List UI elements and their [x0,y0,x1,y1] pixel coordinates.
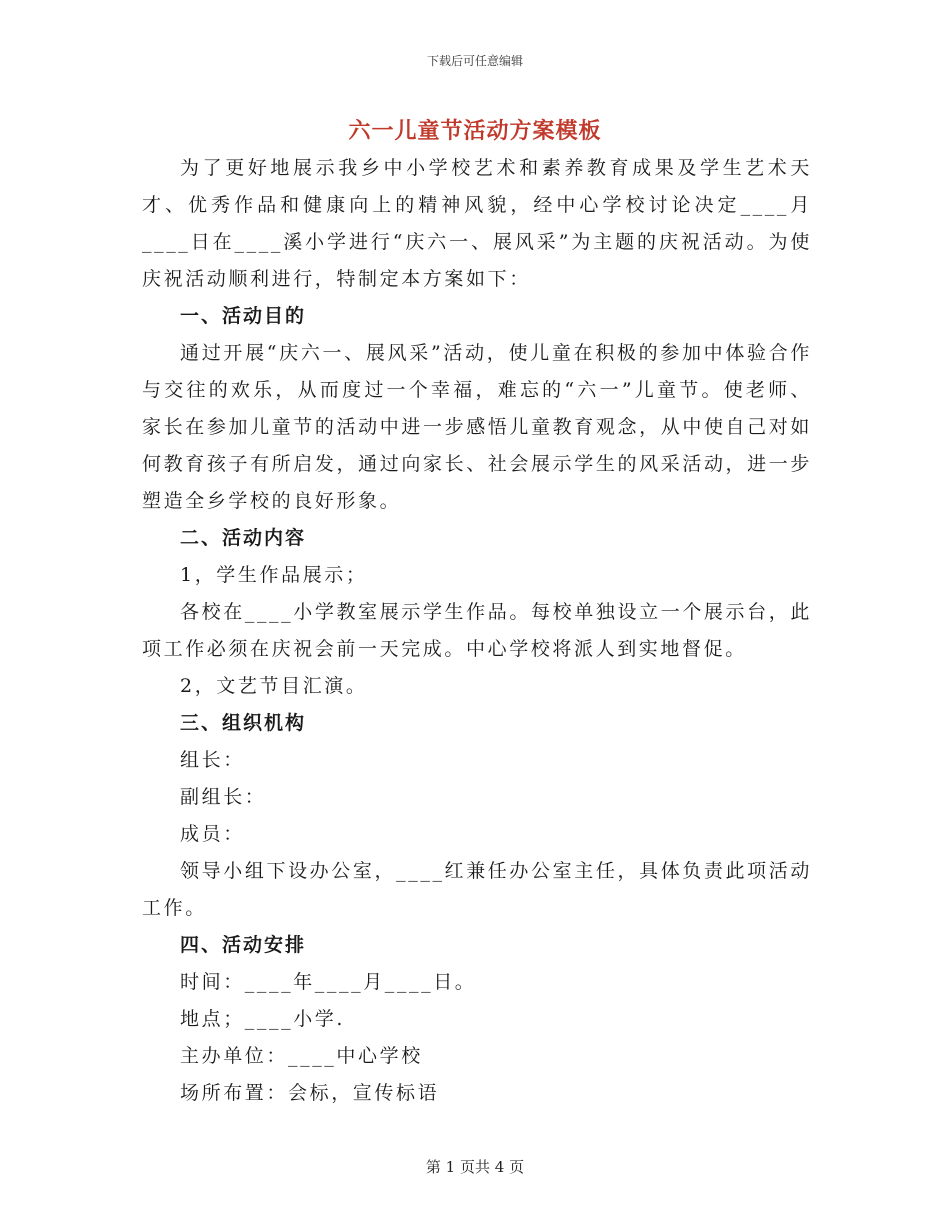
document-body [142,150,812,1112]
org-office: 领导小组下设办公室，____红兼任办公室主任，具体负责此项活动工作。 [142,860,812,919]
org-leader: 组长： [180,749,245,771]
section-heading-arrangement: 四、活动安排 [180,934,307,956]
intro-paragraph: 为了更好地展示我乡中小学校艺术和素养教育成果及学生艺术天才、优秀作品和健康向上的精神风貌，经中心学校讨论决定____月____日在____溪小学进行“庆六一、展风采”为主题的庆祝活动。为使庆祝活动顺利进行，特制定本方案如下： [142,157,812,290]
section-heading-organization: 三、组织机构 [180,712,307,734]
section-heading-content: 二、活动内容 [180,527,307,549]
arrangement-time: 时间：____年____月____日。 [180,971,477,993]
purpose-paragraph: 通过开展“庆六一、展风采”活动，使儿童在积极的参加中体验合作与交往的欢乐，从而度过一个幸福，难忘的“六一”儿童节。使老师、家长在参加儿童节的活动中进一步感悟儿童教育观念，从中使自己对如何教育孩子有所启发，通过向家长、社会展示学生的风采活动，进一步塑造全乡学校的良好形象。 [142,342,812,512]
content-item-1-text: 各校在____小学教室展示学生作品。每校单独设立一个展示台，此项工作必须在庆祝会前一天完成。中心学校将派人到实地督促。 [142,601,812,660]
org-members: 成员： [180,823,245,845]
org-deputy: 副组长： [180,786,267,808]
arrangement-host: 主办单位：____中心学校 [180,1045,423,1067]
arrangement-place: 地点；____小学. [180,1008,346,1030]
header-note: 下载后可任意编辑 [426,54,523,68]
content-item-1: 1，学生作品展示； [180,564,368,586]
document-title: 六一儿童节活动方案模板 [348,118,602,144]
content-item-2: 2，文艺节目汇演。 [180,675,368,697]
section-heading-purpose: 一、活动目的 [180,305,307,327]
arrangement-venue: 场所布置：会标，宣传标语 [180,1082,440,1104]
page-number-footer: 第 1 页共 4 页 [425,1158,525,1176]
